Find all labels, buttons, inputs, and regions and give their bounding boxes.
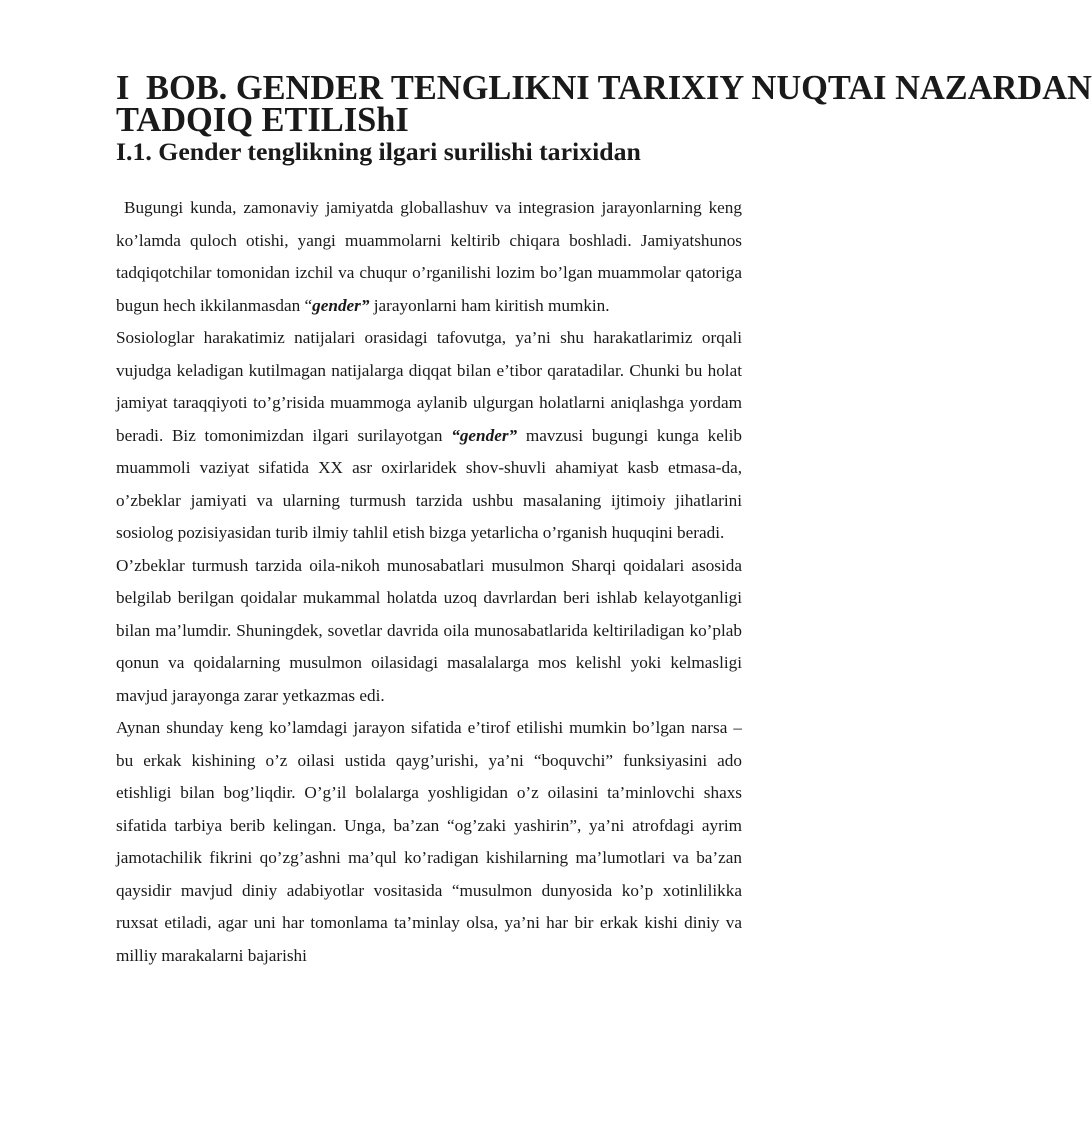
chapter-heading: [116, 69, 1092, 139]
paragraph-1-text-b: jarayonlarni ham kiritish mumkin.: [369, 295, 610, 315]
chapter-title-part-2: TADQIQ ETILIShI: [116, 101, 409, 139]
paragraph-2: [116, 322, 742, 550]
document-page: [116, 69, 1092, 972]
chapter-heading-line-1: [116, 69, 1092, 107]
section-heading: I.1. Gender tenglikning ilgari surilishi tarixidan: [116, 137, 641, 166]
paragraph-3: O’zbeklar turmush tarzida oila-nikoh munosabatlari musulmon Sharqi qoidalari asosida belgilab berilgan qoidalar mukammal holatda uzoq davrlardan beri ishlab kelayotganligi bilan ma’lumdir. Shuningdek, sovetlar davrida oila munosabatlarida keltiriladigan ko’plab qonun va qoidalarning musulmon oilasidagi masalalarga mos kelishl yoki kelmasligi mavjud jarayonga zarar yetkazmas edi.: [116, 555, 742, 705]
paragraph-2-text-b: mavzusi bugungi kunga kelib muammoli vaziyat sifatida XX asr oxirlaridek shov-shuvli ahamiyat kasb etmasa-da, o’zbeklar jamiyati va ularning turmush tarzida ushbu masalaning ijtimoiy jihatlarini sosiolog pozisiyasidan turib ilmiy tahlil etish bizga yetarlicha o’rganish huquqini beradi.: [116, 425, 742, 542]
chapter-title-part-1: BOB. GENDER TENGLIKNI TARIXIY NUQTAI NAZARDAN: [146, 69, 1092, 107]
paragraph-2-text-a: Sosiologlar harakatimiz natijalari orasidagi tafovutga, ya’ni shu harakatlarimiz orqali vujudga keladigan kutilmagan natijalarga diqqat bilan e’tibor qaratadilar. Chunki bu holat jamiyat taraqqiyoti to’g’risida muammoga aylanib ulgurgan holatlarni aniqlashga yordam beradi. Biz tomonimizdan ilgari surilayotgan: [116, 328, 742, 445]
paragraph-4: Aynan shunday keng ko’lamdagi jarayon sifatida e’tirof etilishi mumkin bo’lgan narsa – bu erkak kishining o’z oilasi ustida qayg’urishi, ya’ni “boquvchi” funksiyasini ado etishligi bilan bog’liqdir. O’g’il bolalarga yoshligidan o’z oilasini ta’minlovchi shaxs sifatida tarbiya berib kelingan. Unga, ba’zan “og’zaki yashirin”, ya’ni atrofdagi ayrim jamotachilik fikrini qo’zg’ashni ma’qul ko’radigan kishilarning ma’lumotlari va ba’zan qaysidir mavjud diniy adabiyotlar vositasida “musulmon dunyosida ko’p xotinlilikka ruxsat etiladi, agar uni har tomonlama ta’minlay olsa, ya’ni har bir erkak kishi diniy va milliy marakalarni bajarishi: [116, 718, 742, 965]
chapter-number: I: [116, 69, 130, 107]
paragraph-1: [116, 192, 742, 322]
paragraph-1-text-a: Bugungi kunda, zamonaviy jamiyatda globallashuv va integrasion jarayonlarning keng ko’lamda quloch otishi, yangi muammolarni keltirib chiqara boshladi. Jamiyatshunos tadqiqotchilar tomonidan izchil va chuqur o’rganilishi lozim bo’lgan muammolar qatoriga bugun hech ikkilanmasdan “: [116, 198, 742, 315]
paragraph-1-emphasis: gender”: [312, 295, 370, 315]
paragraph-2-emphasis: “gender”: [451, 425, 518, 445]
